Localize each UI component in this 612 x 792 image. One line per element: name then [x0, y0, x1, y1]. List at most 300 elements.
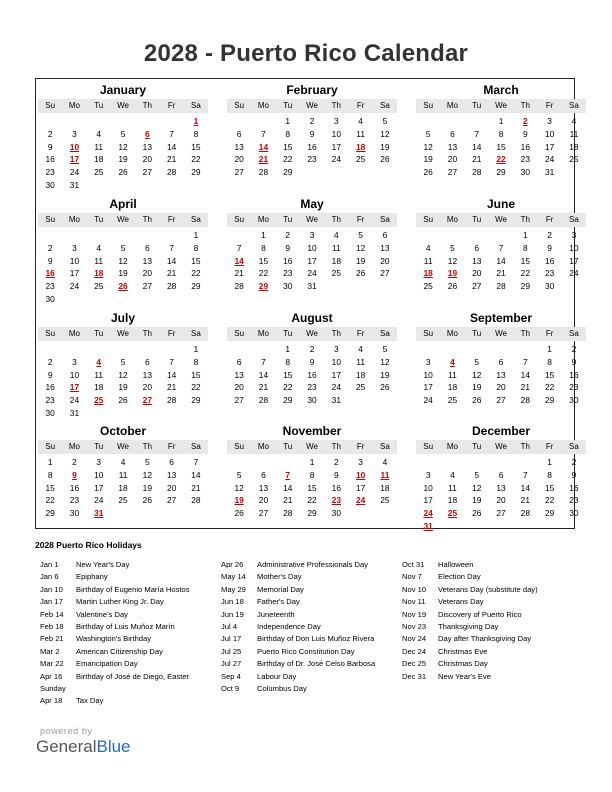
day-cell: 19	[380, 369, 390, 380]
empty-cell	[489, 456, 513, 469]
day-cell: 24	[69, 281, 80, 292]
day-cell: 23	[307, 382, 317, 393]
day-cell: 3	[571, 230, 577, 240]
empty-cell	[227, 229, 251, 242]
day-cell: 27	[380, 268, 390, 279]
day-cell: 2	[571, 457, 577, 467]
holiday-date: 19	[234, 495, 244, 506]
holiday-item	[40, 633, 190, 645]
day-cell: 11	[448, 369, 457, 380]
holiday-item	[221, 683, 375, 695]
holiday-date: 6	[145, 128, 150, 139]
holiday-item	[221, 584, 375, 596]
holiday-name: Martin Luther King Jr. Day	[76, 597, 164, 607]
weekday-label: Su	[45, 442, 56, 451]
holiday-date-label: Mar 22	[40, 659, 64, 669]
day-cell: 10	[569, 242, 579, 253]
weekday-label: Tu	[472, 101, 482, 110]
day-cell: 4	[120, 457, 126, 467]
day-cell: 12	[380, 356, 390, 367]
day-cell: 6	[450, 128, 455, 139]
day-cell: 2	[47, 242, 53, 253]
day-cell: 3	[547, 116, 552, 126]
holiday-date-label: Jul 25	[221, 646, 242, 656]
day-cell: 22	[307, 495, 317, 506]
day-cell: 1	[523, 230, 528, 240]
holiday-name-continued: Sunday	[40, 684, 66, 694]
day-cell: 17	[423, 382, 433, 393]
day-cell: 26	[447, 281, 458, 292]
day-cell: 11	[356, 356, 365, 367]
weekday-label: Tu	[472, 442, 482, 451]
weekday-label: Sa	[191, 101, 201, 110]
empty-cell	[251, 343, 275, 356]
day-cell: 21	[496, 268, 506, 279]
day-cell: 19	[355, 255, 366, 266]
holiday-date: 1	[193, 116, 199, 126]
day-cell: 30	[45, 407, 55, 418]
day-cell: 23	[569, 382, 579, 393]
day-cell: 29	[191, 167, 201, 178]
holiday-date-label: May 14	[221, 572, 246, 582]
day-cell: 4	[425, 242, 431, 253]
holiday-date-label: Oct 9	[221, 684, 240, 694]
holiday-name: Veterans Day (substitute day)	[438, 584, 538, 594]
weekday-label: Sa	[191, 329, 201, 338]
holiday-date: 29	[258, 281, 269, 292]
weekday-label: Th	[142, 442, 152, 451]
holiday-item	[402, 609, 538, 621]
holiday-name: Labour Day	[257, 671, 297, 681]
generalblue-logo	[36, 737, 131, 757]
holiday-date-label: Sep 4	[221, 671, 241, 681]
day-cell: 8	[47, 469, 53, 480]
month-name: February	[286, 83, 338, 97]
holiday-name: Veterans Day	[438, 597, 484, 607]
day-cell: 14	[166, 141, 177, 152]
holiday-item	[402, 658, 538, 670]
holiday-date-label: Jun 19	[221, 609, 244, 619]
day-cell: 29	[544, 395, 555, 406]
day-cell: 2	[309, 116, 315, 126]
day-cell: 28	[166, 395, 177, 406]
day-cell: 3	[425, 469, 431, 480]
holiday-name: Birthday of Luis Muñoz Marín	[76, 622, 175, 632]
holiday-date: 11	[380, 469, 390, 480]
month-september	[416, 310, 586, 407]
day-cell: 8	[523, 242, 528, 253]
holiday-date-label: Nov 24	[402, 634, 427, 644]
weekday-label: Tu	[283, 215, 293, 224]
holiday-date: 10	[355, 469, 366, 480]
month-name: March	[483, 83, 519, 97]
weekday-label: Tu	[283, 442, 293, 451]
day-cell: 4	[571, 116, 577, 126]
day-cell: 22	[544, 495, 555, 506]
holiday-date-label: Jun 18	[221, 597, 244, 607]
day-cell: 21	[166, 154, 177, 165]
day-cell: 6	[498, 356, 504, 367]
weekday-label: Tu	[472, 215, 482, 224]
day-cell: 15	[520, 255, 530, 266]
day-cell: 3	[72, 128, 77, 139]
day-cell: 6	[169, 457, 174, 467]
empty-cell	[62, 115, 86, 128]
weekday-label: Mo	[446, 215, 458, 224]
day-cell: 15	[307, 482, 317, 493]
weekday-label: Fr	[167, 442, 176, 451]
day-cell: 18	[447, 495, 458, 506]
holiday-date-label: Jan 1	[40, 560, 59, 569]
day-cell: 16	[69, 482, 80, 493]
day-cell: 30	[45, 179, 55, 190]
day-cell: 13	[472, 255, 482, 266]
weekday-label: Mo	[68, 215, 80, 224]
day-cell: 6	[382, 230, 388, 240]
day-cell: 4	[96, 242, 102, 253]
day-cell: 1	[193, 344, 199, 354]
day-cell: 25	[331, 268, 341, 279]
holiday-name: Election Day	[438, 572, 481, 582]
empty-cell	[62, 343, 86, 356]
day-cell: 20	[142, 154, 152, 165]
day-cell: 7	[236, 242, 242, 253]
day-cell: 5	[120, 242, 126, 253]
weekday-label: Mo	[68, 442, 80, 451]
empty-cell	[465, 343, 489, 356]
day-cell: 6	[236, 356, 242, 367]
holiday-date-label: Nov 11	[402, 597, 426, 607]
powered-by-text: powered by	[40, 726, 93, 736]
day-cell: 11	[356, 128, 365, 139]
weekday-label: Th	[520, 442, 530, 451]
day-cell: 17	[307, 255, 317, 266]
day-cell: 7	[169, 242, 174, 253]
empty-cell	[251, 115, 275, 128]
weekday-header	[38, 99, 208, 113]
day-cell: 6	[474, 242, 480, 253]
weekday-label: Su	[234, 442, 245, 451]
day-cell: 21	[166, 382, 177, 393]
weekday-label: Su	[423, 215, 434, 224]
weekday-header	[416, 99, 586, 113]
empty-cell	[159, 115, 183, 128]
weekday-label: We	[117, 442, 129, 451]
empty-cell	[489, 343, 513, 356]
day-cell: 12	[118, 255, 128, 266]
holiday-name: Administrative Professionals Day	[257, 560, 368, 569]
day-cell: 30	[569, 508, 579, 519]
day-cell: 13	[142, 255, 152, 266]
day-cell: 24	[423, 395, 433, 406]
holiday-date-label: Nov 7	[402, 572, 422, 582]
day-cell: 2	[285, 230, 291, 240]
weekday-label: We	[117, 101, 129, 110]
holiday-date-label: Jan 17	[40, 597, 63, 607]
day-cell: 30	[520, 167, 530, 178]
holiday-date: 14	[258, 141, 269, 152]
weekday-label: Su	[423, 329, 434, 338]
weekday-label: We	[117, 215, 129, 224]
holiday-date: 31	[94, 508, 104, 519]
empty-cell	[38, 343, 62, 356]
holiday-item	[402, 646, 538, 658]
day-cell: 8	[285, 356, 291, 367]
holiday-name: Birthday of Dr. José Celso Barbosa	[257, 659, 376, 669]
day-cell: 13	[496, 482, 506, 493]
weekday-label: Mo	[446, 442, 458, 451]
weekday-label: Fr	[167, 101, 176, 110]
holiday-date: 9	[72, 469, 77, 480]
weekday-label: Su	[45, 329, 56, 338]
day-cell: 4	[334, 230, 339, 240]
holiday-name: Birthday of Don Luis Muñoz Rivera	[257, 634, 375, 644]
weekday-label: Fr	[356, 329, 365, 338]
day-cell: 24	[331, 154, 341, 165]
day-cell: 25	[355, 154, 366, 165]
day-cell: 25	[569, 154, 579, 165]
holiday-item	[40, 671, 190, 683]
weekday-label: We	[306, 442, 318, 451]
weekday-label: Mo	[446, 101, 458, 110]
day-cell: 28	[496, 281, 506, 292]
month-name: April	[109, 197, 137, 211]
day-cell: 24	[331, 382, 341, 393]
day-cell: 30	[544, 281, 555, 292]
holiday-name: Christmas Day	[438, 659, 488, 669]
empty-cell	[440, 456, 464, 469]
day-cell: 3	[72, 242, 77, 253]
weekday-label: Sa	[380, 442, 390, 451]
day-cell: 11	[94, 369, 104, 380]
day-cell: 13	[234, 141, 244, 152]
day-grid	[416, 229, 586, 293]
holiday-item	[221, 596, 375, 608]
day-cell: 13	[142, 141, 152, 152]
day-cell: 5	[120, 356, 126, 367]
holiday-date-label: Mar 2	[40, 646, 60, 656]
holiday-name: Halloween	[438, 560, 474, 569]
month-name: October	[99, 424, 146, 438]
month-name: November	[282, 424, 342, 438]
weekday-label: Mo	[68, 101, 80, 110]
day-grid	[227, 456, 397, 520]
holiday-name: Birthday of Eugenio María Hostos	[76, 584, 190, 594]
weekday-label: Tu	[94, 442, 104, 451]
weekday-header	[227, 440, 397, 454]
day-cell: 5	[474, 356, 480, 367]
weekday-label: Sa	[569, 442, 579, 451]
holiday-item	[40, 609, 190, 621]
day-cell: 21	[520, 495, 530, 506]
weekday-label: We	[306, 215, 318, 224]
holiday-name: Memorial Day	[257, 584, 304, 594]
holiday-item	[221, 609, 375, 621]
day-cell: 7	[261, 356, 266, 367]
day-cell: 9	[334, 469, 339, 480]
day-cell: 12	[472, 482, 482, 493]
weekday-label: Fr	[545, 329, 554, 338]
day-cell: 11	[94, 255, 104, 266]
day-grid	[227, 229, 397, 293]
day-cell: 19	[472, 382, 482, 393]
weekday-header	[227, 327, 397, 341]
holiday-name: Washington's Birthday	[76, 634, 152, 644]
day-cell: 31	[331, 395, 341, 406]
day-cell: 17	[544, 141, 555, 152]
logo-blue: Blue	[96, 737, 131, 756]
holiday-name: Columbus Day	[257, 684, 307, 694]
day-cell: 31	[69, 407, 80, 418]
day-cell: 23	[544, 268, 555, 279]
day-cell: 16	[45, 382, 55, 393]
day-cell: 10	[423, 482, 433, 493]
day-cell: 9	[47, 141, 53, 152]
holiday-item	[40, 596, 190, 608]
day-cell: 11	[448, 482, 457, 493]
holiday-name: American Citizenship Day	[76, 646, 163, 656]
month-name: August	[291, 311, 333, 325]
day-cell: 25	[447, 395, 458, 406]
month-october	[38, 423, 208, 520]
empty-cell	[251, 456, 275, 469]
holiday-date-label: May 29	[221, 584, 246, 594]
day-cell: 4	[382, 457, 388, 467]
day-cell: 16	[569, 369, 579, 380]
day-cell: 11	[423, 255, 433, 266]
day-cell: 29	[544, 508, 555, 519]
day-cell: 29	[307, 508, 317, 519]
month-january	[38, 82, 208, 192]
day-grid	[416, 115, 586, 179]
weekday-label: Th	[142, 101, 152, 110]
day-cell: 3	[425, 356, 431, 367]
holiday-name: New Year's Day	[76, 560, 130, 569]
month-may	[227, 196, 397, 293]
holiday-date-label: Oct 31	[402, 560, 425, 569]
holiday-item	[221, 559, 375, 571]
day-cell: 4	[358, 344, 363, 354]
day-cell: 24	[569, 268, 579, 279]
day-cell: 27	[142, 281, 152, 292]
day-cell: 18	[355, 369, 366, 380]
holiday-name: Thanksgiving Day	[438, 622, 499, 632]
day-cell: 2	[547, 230, 552, 240]
day-cell: 9	[309, 356, 315, 367]
day-cell: 20	[496, 495, 506, 506]
day-cell: 30	[45, 293, 55, 304]
day-cell: 24	[94, 495, 104, 506]
day-cell: 9	[571, 469, 577, 480]
day-grid	[38, 343, 208, 420]
day-cell: 25	[94, 167, 104, 178]
day-cell: 30	[307, 395, 317, 406]
holiday-date: 14	[234, 255, 244, 266]
holiday-name: Christmas Eve	[438, 646, 488, 656]
day-cell: 12	[423, 141, 433, 152]
empty-cell	[87, 229, 111, 242]
day-grid	[38, 456, 208, 520]
weekday-label: Tu	[283, 101, 293, 110]
day-cell: 18	[447, 382, 458, 393]
day-cell: 22	[191, 154, 201, 165]
holiday-name: Day after Thanksgiving Day	[438, 634, 532, 644]
weekday-label: Fr	[356, 101, 365, 110]
holiday-item	[221, 633, 375, 645]
weekday-label: Th	[331, 329, 341, 338]
month-april	[38, 196, 208, 306]
day-cell: 27	[142, 167, 152, 178]
day-cell: 12	[234, 482, 244, 493]
weekday-header	[38, 213, 208, 227]
holiday-date: 19	[447, 268, 458, 279]
empty-cell	[111, 229, 135, 242]
day-cell: 26	[423, 167, 433, 178]
empty-cell	[111, 115, 135, 128]
weekday-label: Fr	[356, 442, 365, 451]
month-name: September	[469, 311, 533, 325]
day-cell: 26	[118, 395, 128, 406]
day-cell: 30	[69, 508, 80, 519]
day-cell: 12	[380, 128, 390, 139]
empty-cell	[62, 229, 86, 242]
day-cell: 8	[285, 128, 291, 139]
holiday-name: Tax Day	[76, 696, 104, 706]
day-cell: 1	[309, 457, 315, 467]
day-cell: 22	[520, 268, 530, 279]
holiday-name: New Year's Eve	[438, 671, 491, 681]
weekday-label: Sa	[380, 101, 390, 110]
day-cell: 24	[544, 154, 555, 165]
day-cell: 27	[258, 508, 269, 519]
day-cell: 1	[261, 230, 266, 240]
holiday-item	[221, 671, 375, 683]
holiday-date: 10	[69, 141, 80, 152]
day-cell: 17	[331, 369, 341, 380]
day-cell: 18	[94, 382, 104, 393]
holiday-column	[402, 559, 538, 683]
day-cell: 8	[193, 356, 199, 367]
day-cell: 7	[498, 242, 504, 253]
day-cell: 20	[166, 482, 177, 493]
holiday-date-label: Apr 26	[221, 560, 244, 569]
day-cell: 27	[166, 495, 177, 506]
empty-cell	[227, 456, 251, 469]
weekday-label: Tu	[94, 329, 104, 338]
day-cell: 9	[571, 356, 577, 367]
day-cell: 17	[331, 141, 341, 152]
holiday-item	[402, 621, 538, 633]
day-cell: 29	[191, 281, 201, 292]
holiday-item	[40, 658, 190, 670]
holiday-name: Emancipation Day	[76, 659, 138, 669]
holiday-column	[40, 559, 190, 708]
empty-cell	[513, 343, 537, 356]
day-cell: 12	[355, 242, 366, 253]
day-cell: 16	[45, 154, 55, 165]
holiday-item	[221, 646, 375, 658]
day-cell: 15	[544, 369, 555, 380]
weekday-label: Th	[331, 101, 341, 110]
holiday-date-label: Nov 10	[402, 584, 427, 594]
day-cell: 21	[166, 268, 177, 279]
day-cell: 26	[355, 268, 366, 279]
day-cell: 1	[47, 457, 53, 467]
day-cell: 20	[380, 255, 390, 266]
day-cell: 25	[118, 495, 128, 506]
holiday-date: 26	[118, 281, 128, 292]
day-cell: 23	[283, 268, 293, 279]
